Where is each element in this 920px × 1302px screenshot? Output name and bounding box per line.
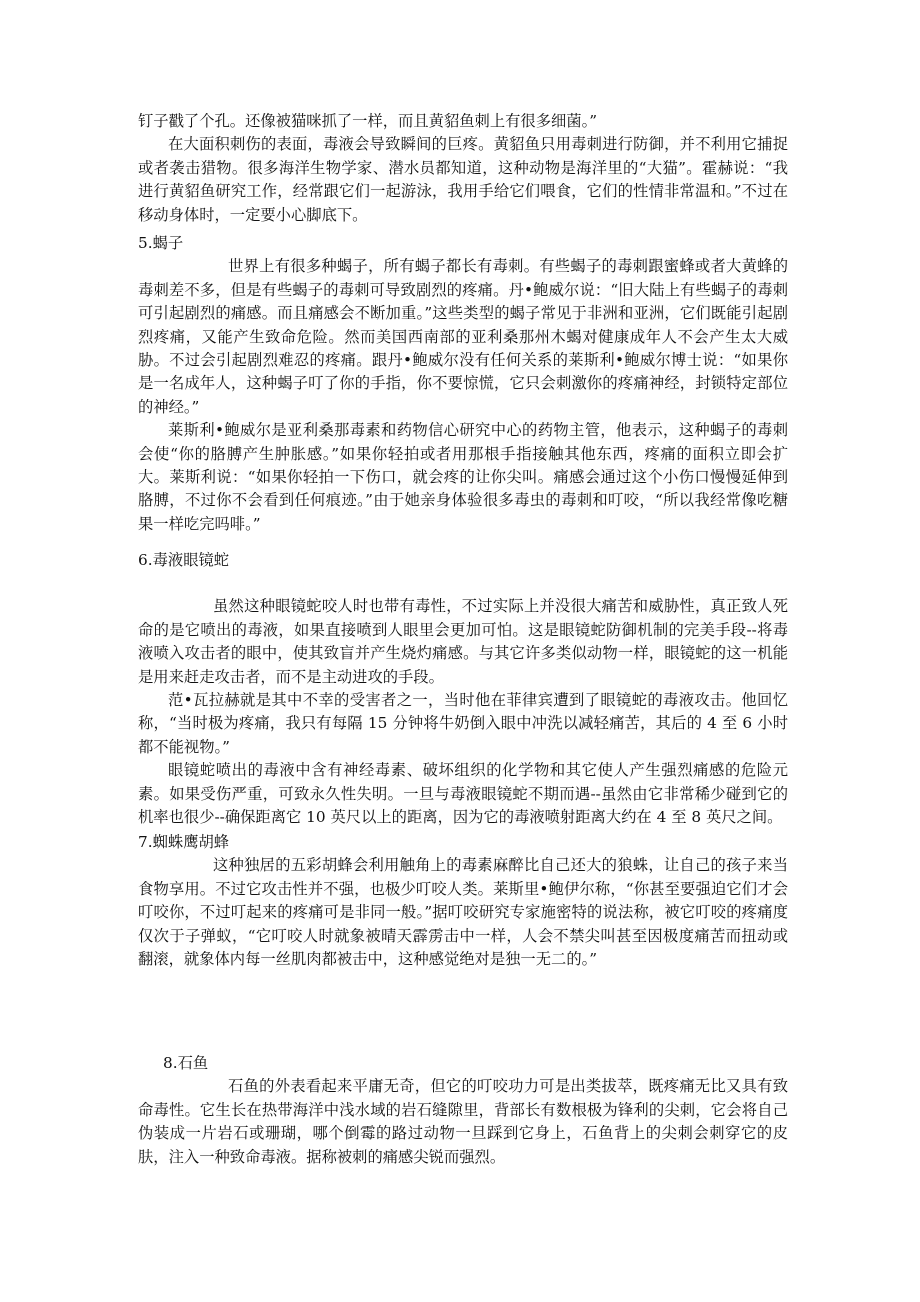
paragraph-cobra-1: 虽然这种眼镜蛇咬人时也带有毒性，不过实际上并没很大痛苦和威胁性，真正致人死命的是它喷出的毒液，如果直接喷到人眼里会更加可怕。这是眼镜蛇防御机制的完美手段--将毒液喷入攻击者的眼中，使其致盲并产生烧灼痛感。与其它许多类似动物一样，眼镜蛇的这一机能是用来赶走攻击者，而不是主动进攻的手段。 bbox=[138, 597, 788, 686]
paragraph-cobra-3: 眼镜蛇喷出的毒液中含有神经毒素、破坏组织的化学物和其它使人产生强烈痛感的危险元素。如果受伤严重，可致永久性失明。一旦与毒液眼镜蛇不期而遇--虽然由它非常稀少碰到它的机率也很少--确保距离它 10 英尺以上的距离，因为它的毒液喷射距离大约在 4 至 8 英尺之间。 bbox=[138, 761, 788, 827]
paragraph-cobra-2: 范•瓦拉赫就是其中不幸的受害者之一，当时他在菲律宾遭到了眼镜蛇的毒液攻击。他回忆称，“当时极为疼痛，我只有每隔 15 分钟将牛奶倒入眼中冲洗以减轻痛苦，其后的 4 至 6 小时都不能视物。” bbox=[138, 691, 788, 756]
paragraph-stonefish-1: 石鱼的外表看起来平庸无奇，但它的叮咬功力可是出类拔萃，既疼痛无比又具有致命毒性。它生长在热带海洋中浅水域的岩石缝隙里，背部长有数根极为锋利的尖刺，它会将自己伪装成一片岩石或珊瑚，哪个倒霉的路过动物一旦踩到它身上，石鱼背上的尖刺会刺穿它的皮肤，注入一种致命毒液。据称被刺的痛感尖锐而强烈。 bbox=[138, 1077, 788, 1166]
paragraph-stingray: 在大面积刺伤的表面，毒液会导致瞬间的巨疼。黄貂鱼只用毒刺进行防御，并不利用它捕捉或者袭击猎物。很多海洋生物学家、潜水员都知道，这种动物是海洋里的“大猫”。霍赫说：“我进行黄貂鱼研究工作，经常跟它们一起游泳，我用手给它们喂食，它们的性情非常温和。”不过在移动身体时，一定要小心脚底下。 bbox=[138, 135, 788, 224]
heading-stonefish: 8.石鱼 bbox=[163, 1054, 209, 1072]
paragraph-scorpion-1: 世界上有很多种蝎子，所有蝎子都长有毒刺。有些蝎子的毒刺跟蜜蜂或者大黄蜂的毒刺差不多，但是有些蝎子的毒刺可导致剧烈的疼痛。丹•鲍威尔说：“旧大陆上有些蝎子的毒刺可引起剧烈的痛感。而且痛感会不断加重。”这些类型的蝎子常见于非洲和亚洲，它们既能引起剧烈疼痛，又能产生致命危险。然而美国西南部的亚利桑那州木蝎对健康成年人不会产生太大威胁。不过会引起剧烈难忍的疼痛。跟丹•鲍威尔没有任何关系的莱斯利•鲍威尔博士说：“如果你是一名成年人，这种蝎子叮了你的手指，你不要惊慌，它只会刺激你的疼痛神经，封锁特定部位的神经。” bbox=[138, 257, 788, 416]
paragraph-scorpion-2: 莱斯利•鲍威尔是亚利桑那毒素和药物信心研究中心的药物主管，他表示，这种蝎子的毒刺会使“你的胳膊产生肿胀感。”如果你轻拍或者用那根手指接触其他东西，疼痛的面积立即会扩大。莱斯利说：“如果你轻拍一下伤口，就会疼的让你尖叫。痛感会通过这个小伤口慢慢延伸到胳膊，不过你不会看到任何痕迹。”由于她亲身体验很多毒虫的毒刺和叮咬，“所以我经常像吃糖果一样吃完吗啡。” bbox=[138, 421, 788, 533]
heading-spitting-cobra: 6.毒液眼镜蛇 bbox=[138, 551, 230, 569]
heading-scorpion: 5.蝎子 bbox=[138, 234, 184, 252]
heading-tarantula-hawk: 7.蜘蛛鹰胡蜂 bbox=[138, 833, 230, 851]
section-stingray-end bbox=[138, 110, 788, 227]
section-spitting-cobra bbox=[138, 549, 788, 829]
section-tarantula-hawk bbox=[138, 831, 788, 971]
section-scorpion bbox=[138, 232, 788, 536]
section-stonefish bbox=[138, 1052, 788, 1169]
paragraph-wasp-1: 这种独居的五彩胡蜂会利用触角上的毒素麻醉比自己还大的狼蛛，让自己的孩子来当食物享用。不过它攻击性并不强，也极少叮咬人类。莱斯里•鲍伊尔称，“你甚至要强迫它们才会叮咬你，不过叮起来的疼痛可是非同一般。”据叮咬研究专家施密特的说法称，被它叮咬的疼痛度仅次于子弹蚁，“它叮咬人时就象被晴天霹雳击中一样，人会不禁尖叫甚至因极度痛苦而扭动或翻滚，就象体内每一丝肌肉都被击中，这种感觉绝对是独一无二的。” bbox=[138, 856, 788, 969]
paragraph-intro-continuation: 钉子戳了个孔。还像被猫咪抓了一样，而且黄貂鱼刺上有很多细菌。” bbox=[138, 112, 598, 130]
